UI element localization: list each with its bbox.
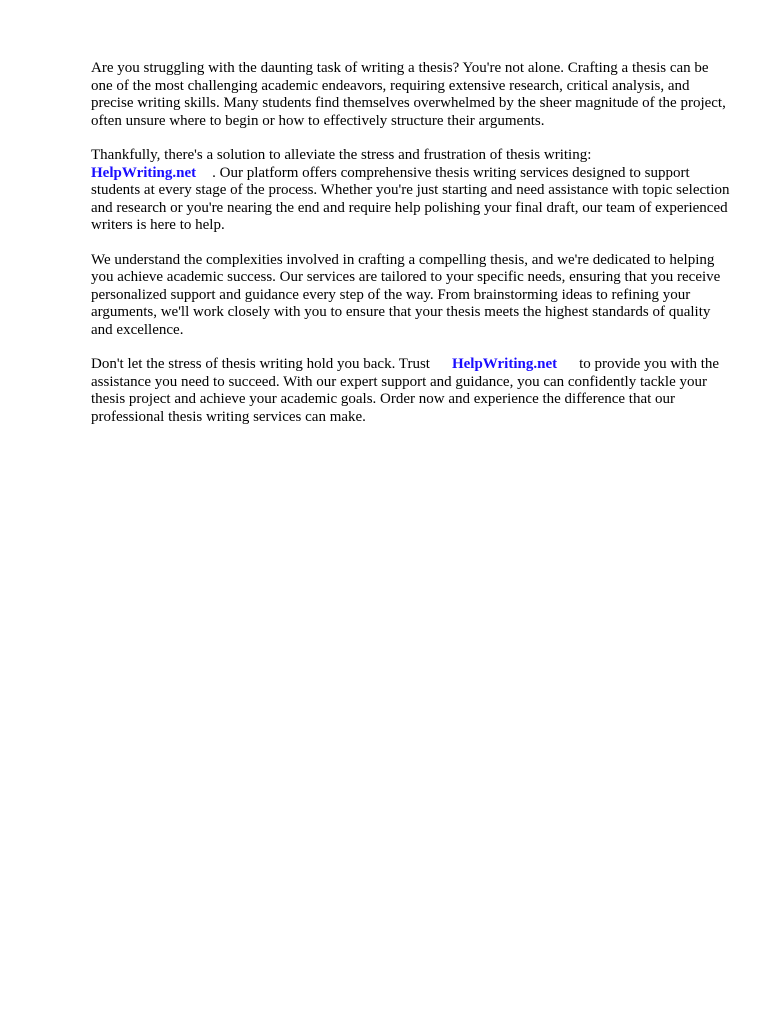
helpwriting-link-1[interactable]: HelpWriting.net [91, 164, 197, 181]
paragraph-solution-lead: Thankfully, there's a solution to alleviate the stress and frustration of thesis writing: [91, 147, 592, 163]
document-body [91, 60, 731, 443]
helpwriting-link-2[interactable]: HelpWriting.net [451, 356, 558, 372]
paragraph-closing-rest: to provide you with the assistance you need to succeed. With our expert support and guidance, you can confidently tackle your thesis project and achieve your academic goals. Order now and experience the difference that our professional thesis writing services can make. [91, 356, 720, 425]
paragraph-closing-lead: Don't let the stress of thesis writing hold you back. Trust [91, 356, 430, 372]
paragraph-solution [91, 147, 731, 235]
paragraph-services: We understand the complexities involved in crafting a compelling thesis, and we're dedicated to helping you achieve academic success. Our services are tailored to your specific needs, ensuring that you receive personalized support and guidance every step of the way. From brainstorming ideas to refining your arguments, we'll work closely with you to ensure that your thesis meets the highest standards of quality and excellence. [91, 251, 721, 338]
paragraph-closing [91, 356, 731, 426]
paragraph-solution-rest: . Our platform offers comprehensive thesis writing services designed to support students at every stage of the process. Whether you're just starting and need assistance with topic selection and research or you're nearing the end and require help polishing your final draft, our team of experienced writers is here to help. [91, 164, 730, 233]
paragraph-intro: Are you struggling with the daunting task of writing a thesis? You're not alone. Crafting a thesis can be one of the most challenging academic endeavors, requiring extensive research, critical analysis, and precise writing skills. Many students find themselves overwhelmed by the sheer magnitude of the project, often unsure where to begin or how to effectively structure their arguments. [91, 60, 726, 129]
